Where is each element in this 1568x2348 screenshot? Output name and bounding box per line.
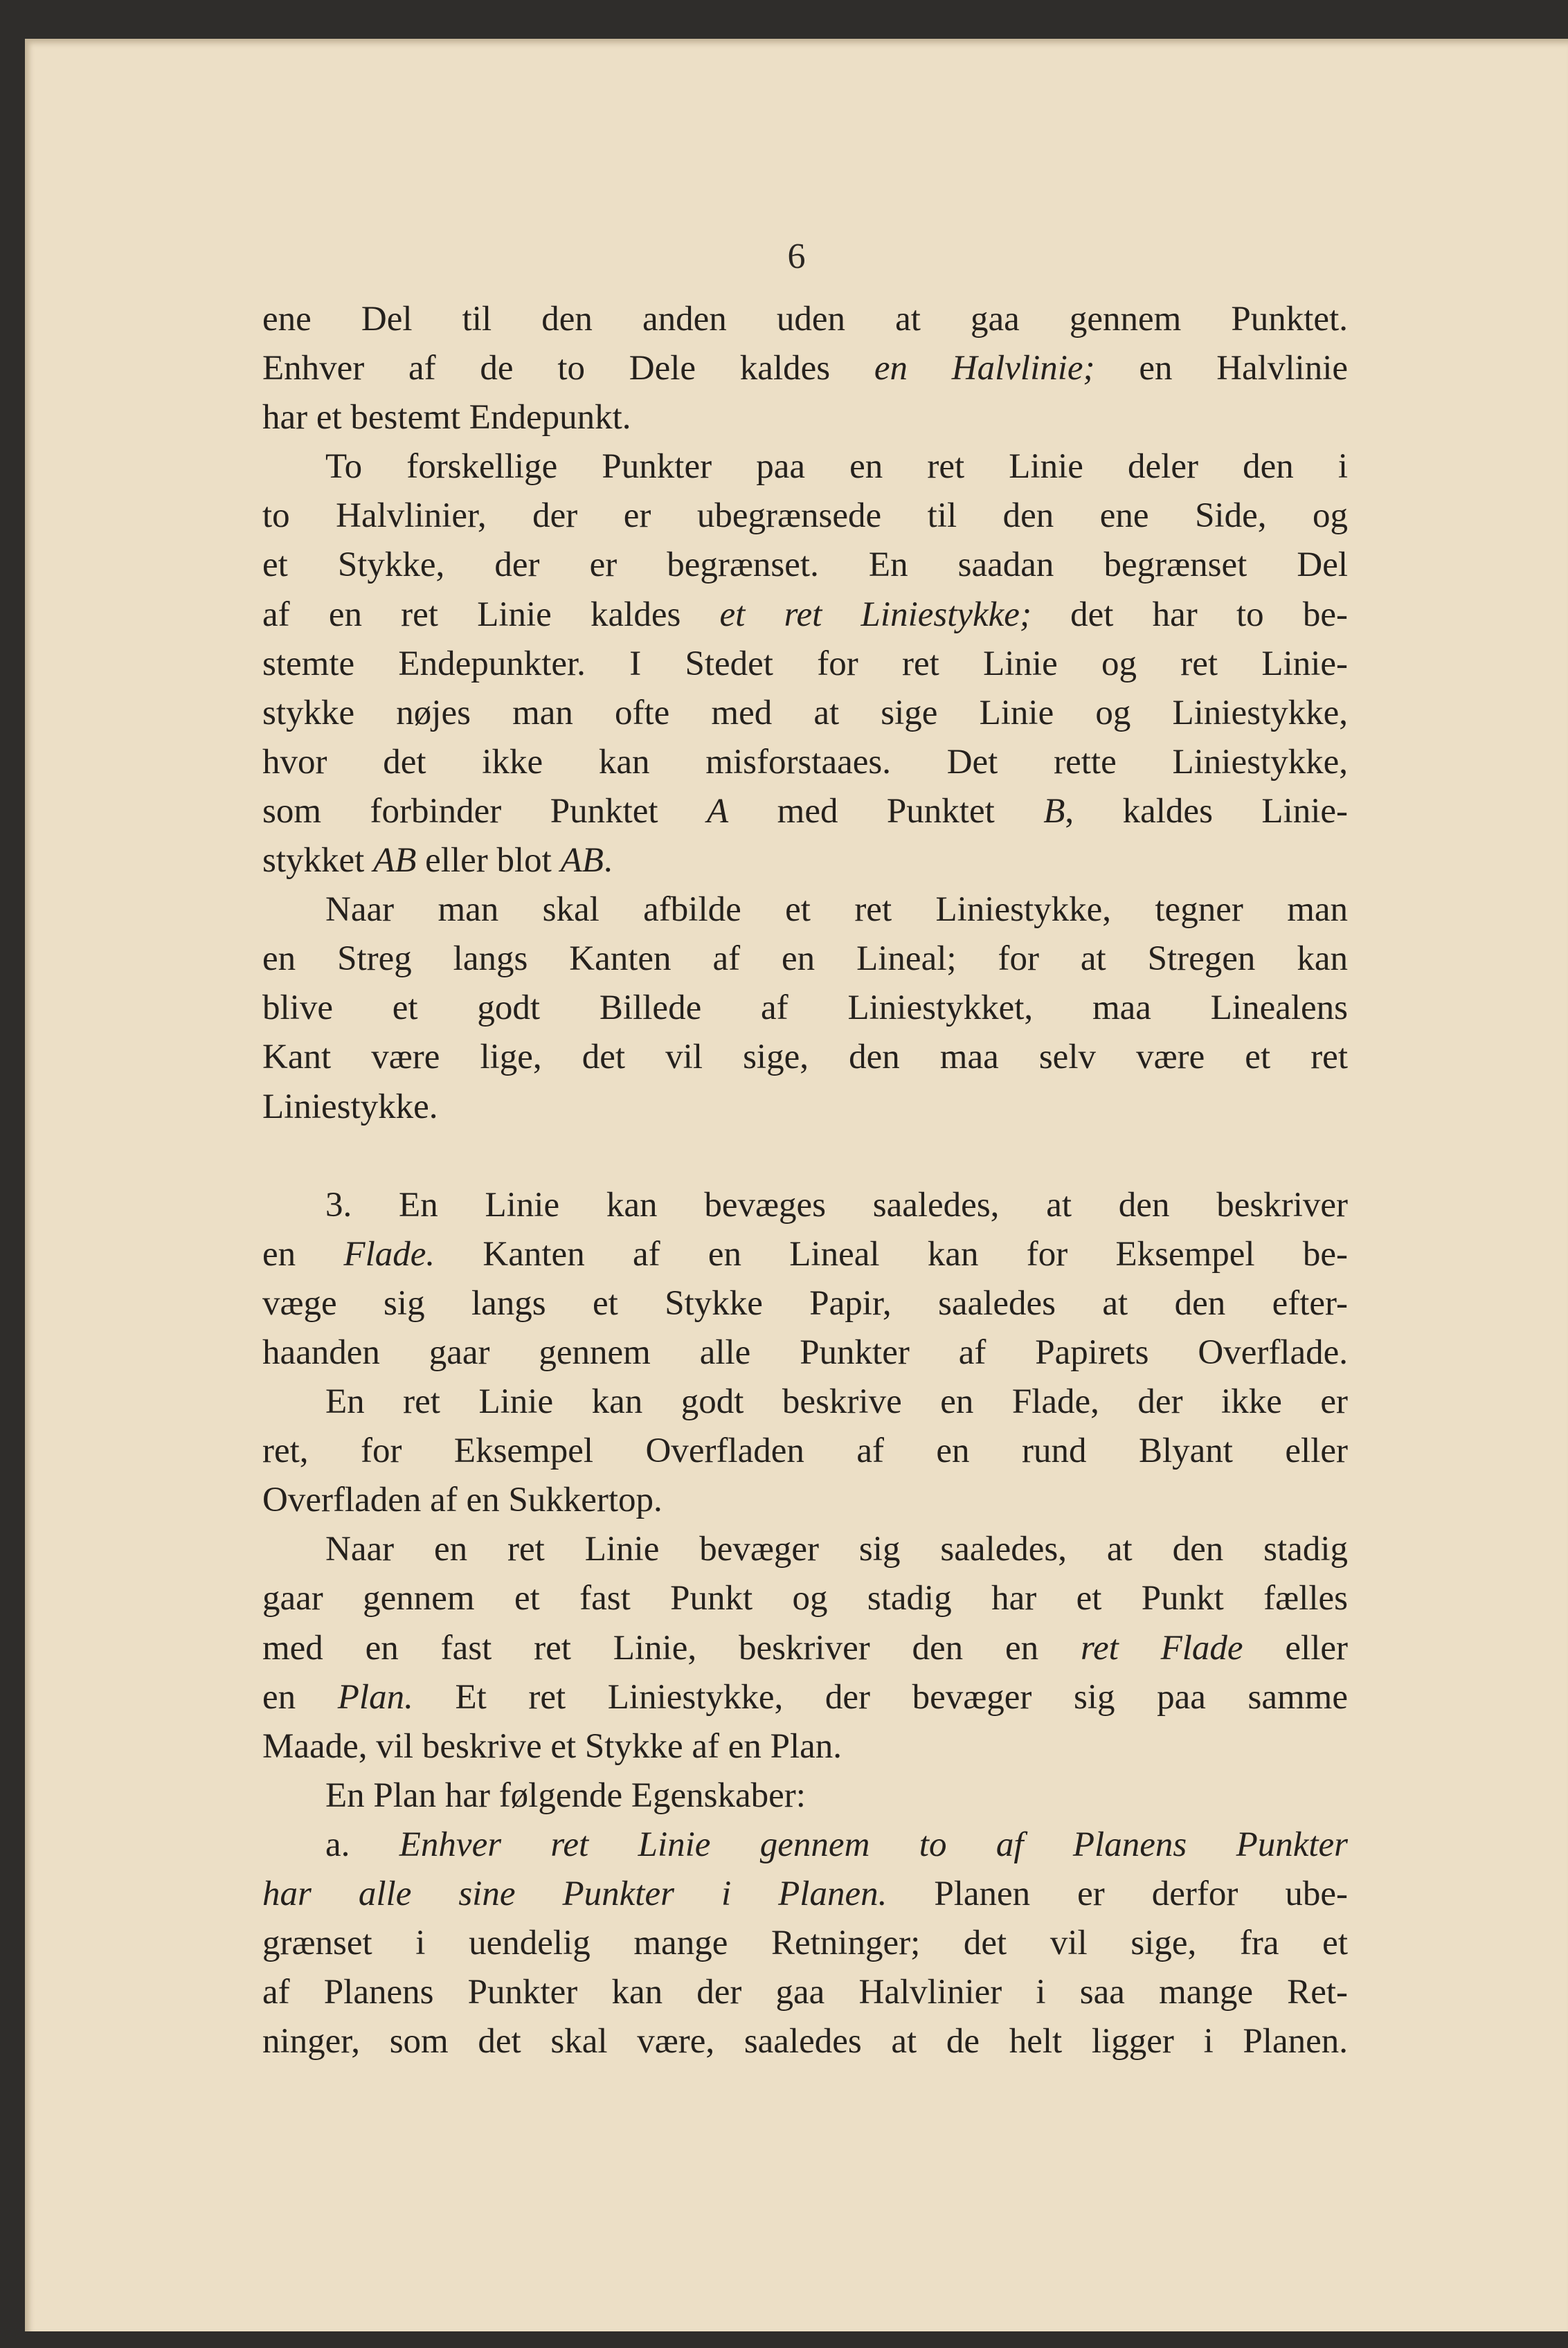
text-run: en [262,1677,338,1717]
text-run: blive et godt Billede af Liniestykket, maa Linealens [262,988,1348,1028]
text-line [262,640,1348,689]
text-run: af Planens Punkter kan der gaa Halvlinier i saa mange Ret- [262,1973,1348,2012]
italic-term: Plan. [337,1677,413,1717]
italic-term: AB [560,841,604,881]
text-run: 3. En Linie kan bevæges saaledes, at den beskriver [325,1185,1348,1225]
text-line [262,1427,1348,1476]
text-line [262,1919,1348,1968]
text-line [262,1328,1348,1378]
text-line [262,2017,1348,2066]
text-line [262,1378,1348,1427]
text-line [262,1968,1348,2017]
text-run: eller [1243,1628,1348,1668]
text-run: en Halvlinie [1094,349,1348,388]
text-run: stykket [262,841,374,881]
text-run: haanden gaar gennem alle Punkter af Papirets Overflade. [262,1333,1348,1372]
text-run: gaar gennem et fast Punkt og stadig har et Punkt fælles [262,1579,1348,1618]
text-line [262,885,1348,934]
text-run: Liniestykke. [262,1087,438,1126]
text-line [262,442,1348,491]
text-run: med Punktet [728,791,1044,831]
text-run: ret, for Eksempel Overfladen af en rund Blyant eller [262,1432,1348,1471]
text-run: væge sig langs et Stykke Papir, saaledes at den efter- [262,1283,1348,1323]
body-text [262,295,1348,2066]
text-line [262,1033,1348,1082]
text-run: Et ret Liniestykke, der bevæger sig paa samme [413,1677,1348,1717]
text-line [262,393,1348,442]
text-line [262,590,1348,640]
text-run: ene Del til den anden uden at gaa gennem Punktet. [262,300,1348,338]
text-line [262,1870,1348,1919]
text-line [262,1181,1348,1230]
text-line [262,738,1348,787]
text-line [262,1821,1348,1870]
text-line [262,984,1348,1033]
italic-term: ret Flade [1081,1628,1243,1668]
page-number: 6 [787,237,806,276]
text-run: . [603,841,613,881]
text-line [262,491,1348,541]
text-run: Naar en ret Linie bevæger sig saaledes, at den stadig [325,1530,1348,1569]
text-line [262,344,1348,393]
italic-term: en Halvlinie; [874,349,1095,388]
book-page [25,39,1568,2331]
italic-term: Enhver ret Linie gennem to af Planens Punkter [399,1825,1348,1864]
text-run: Kant være lige, det vil sige, den maa selv være et ret [262,1038,1348,1077]
text-run: to Halvlinier, der er ubegrænsede til den ene Side, og [262,496,1348,536]
text-line [262,1279,1348,1328]
text-line [262,1574,1348,1623]
text-run: ninger, som det skal være, saaledes at de helt ligger i Planen. [262,2022,1348,2061]
text-run: Enhver af de to Dele kaldes [262,349,874,388]
text-line [262,1230,1348,1279]
text-line [262,689,1348,738]
text-run: det har to be- [1031,595,1348,634]
text-run: har et bestemt Endepunkt. [262,398,631,437]
text-run: En ret Linie kan godt beskrive en Flade, der ikke er [325,1382,1348,1422]
text-run: stemte Endepunkter. I Stedet for ret Linie og ret Linie- [262,644,1348,683]
text-run: som forbinder Punktet [262,791,708,831]
text-run: stykke nøjes man ofte med at sige Linie og Liniestykke, [262,693,1348,732]
text-run: eller blot [416,841,561,881]
text-run: en [262,1234,344,1274]
italic-term: AB [373,841,417,881]
text-run: en Streg langs Kanten af en Lineal; for at Stregen kan [262,939,1348,979]
italic-term: har alle sine Punkter i Planen. [262,1875,887,1913]
text-line [262,1722,1348,1771]
section-gap [262,1132,1348,1181]
text-run: Maade, vil beskrive et Stykke af en Plan. [262,1726,842,1766]
italic-term: B [1043,791,1065,831]
text-run: hvor det ikke kan misforstaaes. Det rette Liniestykke, [262,742,1348,782]
text-line [262,1525,1348,1574]
text-run: Kanten af en Lineal kan for Eksempel be- [435,1234,1348,1274]
text-run: Planen er derfor ube- [887,1875,1348,1913]
italic-term: A [707,791,729,831]
text-run: a. [325,1825,399,1864]
text-run: En Plan har følgende Egenskaber: [325,1776,806,1815]
text-line [262,1771,1348,1821]
text-line [262,1476,1348,1525]
text-run: med en fast ret Linie, beskriver den en [262,1628,1081,1668]
text-run: Overfladen af en Sukkertop. [262,1481,663,1520]
text-line [262,1673,1348,1722]
text-line [262,1624,1348,1673]
text-run: , kaldes Linie- [1065,791,1348,831]
text-line [262,295,1348,344]
text-line [262,787,1348,836]
text-run: Naar man skal afbilde et ret Liniestykke, tegner man [325,890,1348,930]
italic-term: Flade. [343,1234,435,1274]
text-run: grænset i uendelig mange Retninger; det vil sige, fra et [262,1924,1348,1963]
text-line [262,1083,1348,1132]
text-run: To forskellige Punkter paa en ret Linie deler den i [325,447,1348,487]
text-run: et Stykke, der er begrænset. En saadan begrænset Del [262,545,1348,585]
text-run: af en ret Linie kaldes [262,595,720,634]
text-line [262,541,1348,590]
text-line [262,836,1348,885]
italic-term: et ret Liniestykke; [719,595,1031,634]
text-line [262,934,1348,984]
